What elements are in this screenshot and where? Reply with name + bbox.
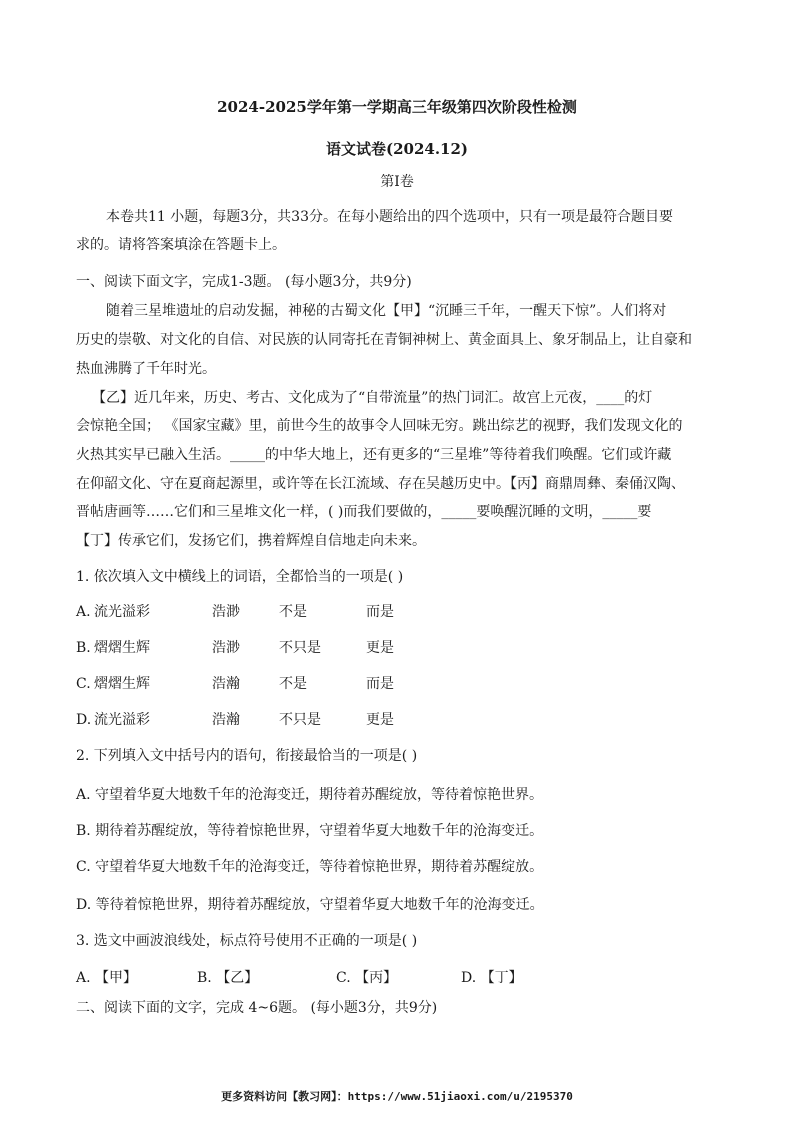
option-word: 熠熠生辉 [94, 640, 150, 656]
option-word: 不只是 [279, 640, 321, 656]
option-word: 浩瀚 [212, 676, 240, 692]
passage-line: 历史的崇敬、对文化的自信、对民族的认同寄托在青铜神树上、黄金面具上、象牙制品上，让自豪和 [76, 332, 692, 348]
option-word: 浩瀚 [212, 712, 240, 728]
question-2-option-b[interactable]: B. 期待着苏醒绽放，等待着惊艳世界，守望着华夏大地数千年的沧海变迁。 [76, 823, 544, 839]
exam-title: 2024-2025学年第一学期高三年级第四次阶段性检测 [217, 98, 577, 116]
option-word: 不是 [279, 676, 307, 692]
option-word: 流光溢彩 [94, 604, 150, 620]
option-word: 流光溢彩 [94, 712, 150, 728]
volume-label: 第Ⅰ卷 [380, 174, 414, 190]
footer-link[interactable] [0, 1088, 794, 1104]
question-3-option-c[interactable]: C. 【丙】 [336, 970, 398, 986]
question-2-option-c[interactable]: C. 守望着华夏大地数千年的沧海变迁，等待着惊艳世界，期待着苏醒绽放。 [76, 859, 544, 875]
passage-line: 晋帖唐画等……它们和三星堆文化一样，( )而我们要做的，_____要唤醒沉睡的文明，_____要 [76, 504, 652, 520]
footer-text: 更多资料访问【教习网】：https://www.51jiaoxi.com/u/2195370 [221, 1090, 573, 1103]
question-3-option-a[interactable]: A. 【甲】 [76, 970, 138, 986]
passage-line: 会惊艳全国； 《国家宝藏》里，前世今生的故事令人回味无穷。跳出综艺的视野，我们发现文化的 [76, 418, 683, 434]
question-2-option-d[interactable]: D. 等待着惊艳世界，期待着苏醒绽放，守望着华夏大地数千年的沧海变迁。 [76, 897, 544, 913]
option-word: 熠熠生辉 [94, 676, 150, 692]
question-2-stem: 2. 下列填入文中括号内的语句，衔接最恰当的一项是( ) [76, 748, 418, 764]
passage-line: 【乙】近几年来，历史、考古、文化成为了“自带流量”的热门词汇。故宫上元夜，____的灯 [92, 390, 653, 406]
intro-line-1: 本卷共11 小题，每题3分，共33分。在每小题给出的四个选项中，只有一项是最符合题目要 [106, 209, 673, 225]
intro-line-2: 求的。请将答案填涂在答题卡上。 [76, 237, 286, 253]
part1-heading: 一、阅读下面文字，完成1-3题。 (每小题3分，共9分) [76, 274, 412, 290]
option-letter: B. [76, 640, 91, 656]
option-word: 而是 [366, 676, 394, 692]
option-word: 浩渺 [212, 604, 240, 620]
option-letter: A. [76, 604, 91, 620]
option-word: 更是 [366, 640, 394, 656]
option-word: 更是 [366, 712, 394, 728]
passage-line: 热血沸腾了千年时光。 [76, 361, 216, 377]
passage-line: 【丁】传承它们，发扬它们，携着辉煌自信地走向未来。 [76, 533, 426, 549]
passage-line: 火热其实早已融入生活。_____的中华大地上，还有更多的“三星堆”等待着我们唤醒。它们或许藏 [76, 447, 672, 463]
question-1-stem: 1. 依次填入文中横线上的词语，全都恰当的一项是( ) [76, 569, 404, 585]
option-word: 不是 [279, 604, 307, 620]
option-word: 不只是 [279, 712, 321, 728]
passage-line: 在仰韶文化、守在夏商起源里，或许等在长江流域、存在吴越历史中。【丙】商鼎周彝、秦俑汉陶、 [76, 476, 685, 492]
question-3-option-d[interactable]: D. 【丁】 [461, 970, 523, 986]
question-3-option-b[interactable]: B. 【乙】 [197, 970, 259, 986]
passage-line: 随着三星堆遗址的启动发掘，神秘的古蜀文化【甲】“沉睡三千年，一醒天下惊”。人们将对 [106, 303, 667, 319]
option-letter: D. [76, 712, 92, 728]
option-word: 而是 [366, 604, 394, 620]
option-word: 浩渺 [212, 640, 240, 656]
question-2-option-a[interactable]: A. 守望着华夏大地数千年的沧海变迁，期待着苏醒绽放，等待着惊艳世界。 [76, 787, 544, 803]
exam-subtitle: 语文试卷(2024.12) [325, 140, 469, 158]
option-letter: C. [76, 676, 91, 692]
question-3-stem: 3. 选文中画波浪线处，标点符号使用不正确的一项是( ) [76, 933, 418, 949]
part2-heading: 二、阅读下面的文字，完成 4~6题。 (每小题3分，共9分) [76, 1000, 438, 1016]
